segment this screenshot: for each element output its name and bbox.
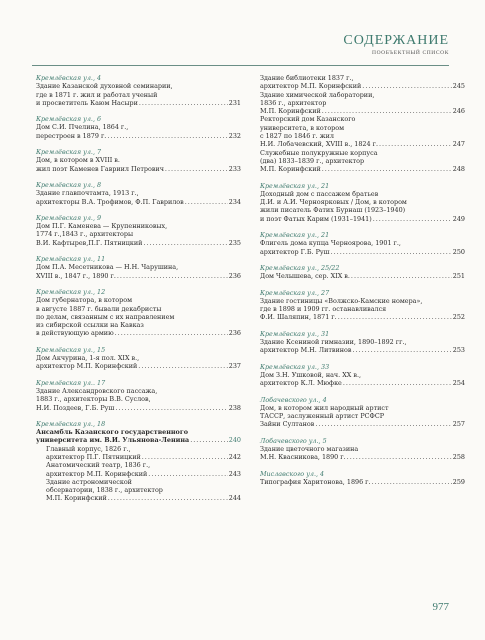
page-reference[interactable]: 252	[452, 313, 465, 322]
toc-line-with-page[interactable]	[260, 82, 465, 90]
street-address: Кремлёвская ул., 7	[36, 148, 102, 157]
toc-line-with-page[interactable]	[36, 132, 241, 140]
header-rule	[32, 65, 449, 66]
page-reference[interactable]: 249	[452, 214, 465, 223]
dot-leader	[139, 99, 228, 107]
entry-text: XVIII в., 1847 г., 1890 г.	[36, 271, 116, 280]
street-address: Кремлёвская ул., 31	[260, 329, 330, 338]
entry-text: в действующую армию	[36, 329, 114, 338]
page-reference[interactable]: 259	[452, 477, 465, 486]
dot-leader	[362, 82, 452, 90]
toc-sub-entries	[36, 445, 241, 503]
toc-line-with-page[interactable]	[36, 272, 241, 280]
dot-leader	[142, 453, 228, 461]
dot-leader	[379, 140, 452, 148]
toc-line: из сибирской ссылки на Кавказ	[36, 321, 144, 330]
toc-entry	[260, 470, 465, 487]
page-reference[interactable]: 250	[452, 247, 465, 256]
entry-text: архитектор М.П. Коринфский	[46, 469, 148, 478]
street-address: Кремлёвская ул., 6	[36, 115, 102, 124]
toc-line-with-page[interactable]	[260, 215, 465, 223]
toc-line-with-page[interactable]	[260, 313, 465, 321]
dot-leader	[190, 436, 228, 444]
toc-line: Д.И. и А.И. Черноярковых / Дом, в котором	[260, 198, 407, 207]
dot-leader	[315, 420, 451, 428]
toc-line: Здание Александровского пассажа,	[36, 386, 158, 395]
entry-text: жил поэт Каменев Гавриил Петрович	[36, 164, 164, 173]
dot-leader	[322, 107, 452, 115]
entry-text: и просветитель Каюм Насыри	[36, 98, 138, 107]
dot-leader	[143, 239, 227, 247]
page-reference[interactable]: 237	[228, 362, 241, 371]
toc-line: Ректорский дом Казанского	[260, 115, 356, 124]
page-reference[interactable]: 244	[228, 494, 241, 503]
entry-text: архитекторы В.А. Трофимов, Ф.П. Гаврилов	[36, 197, 184, 206]
toc-entry	[260, 289, 465, 322]
toc-line: Здание Ксениной гимназии, 1890–1892 гг.,	[260, 338, 407, 347]
street-address: Кремлёвская ул., 12	[36, 287, 106, 296]
toc-entry	[36, 420, 241, 503]
entry-text: Н.И. Лобачевский, XVIII в., 1824 г.	[260, 140, 378, 149]
toc-line-with-page[interactable]	[260, 272, 465, 280]
street-address: Кремлёвская ул., 18	[36, 419, 106, 428]
toc-line-with-page[interactable]	[36, 329, 241, 337]
toc-line: 1883 г., архитекторы В.В. Суслов,	[36, 395, 151, 404]
page-subtitle: ПООБЪЕКТНЫЙ СПИСОК	[372, 50, 449, 56]
street-address: Лобачевского ул., 5	[260, 436, 327, 445]
entry-text: Ф.И. Шаляпин, 1871 г.	[260, 313, 337, 322]
toc-line: Дом Акчурина, 1-я пол. XIX в.,	[36, 354, 140, 363]
toc-line: где в 1898 и 1909 гг. останавливался	[260, 305, 387, 314]
toc-line-with-page[interactable]	[36, 165, 241, 173]
dot-leader	[185, 198, 228, 206]
entry-text: Типография Харитонова, 1896 г.	[260, 477, 371, 486]
dot-leader	[115, 404, 227, 412]
toc-line: Доходный дом с пассажем братьев	[260, 189, 379, 198]
toc-line: Дом, в котором в XVIII в.	[36, 156, 120, 165]
toc-entry	[36, 74, 241, 107]
page-reference[interactable]: 240	[228, 436, 241, 445]
entry-text: архитектор М.П. Коринфский	[36, 362, 138, 371]
entry-text: М.П. Коринфский	[260, 107, 321, 116]
toc-line-with-page[interactable]	[260, 165, 465, 173]
street-address: Кремлёвская ул., 4	[36, 74, 102, 82]
toc-line-with-page[interactable]	[46, 494, 241, 502]
toc-entry	[260, 231, 465, 256]
page-reference[interactable]: 236	[228, 329, 241, 338]
toc-line-with-page[interactable]	[260, 379, 465, 387]
toc-line: жили писатель Фатих Бурнаш (1923–1940)	[260, 206, 406, 215]
toc-line-with-page[interactable]	[36, 239, 241, 247]
toc-line-with-page[interactable]	[260, 248, 465, 256]
entry-text: архитектор К.Л. Мюфке	[260, 379, 342, 388]
toc-line-with-page[interactable]	[46, 453, 241, 461]
page-reference[interactable]: 248	[452, 165, 465, 174]
dot-leader	[331, 248, 452, 256]
entry-text: архитектор Г.Б. Руш	[260, 247, 330, 256]
toc-entry	[36, 181, 241, 206]
toc-line-with-page[interactable]	[260, 107, 465, 115]
page-reference[interactable]: 233	[228, 164, 241, 173]
street-address: Кремлёвская ул., 11	[36, 255, 106, 264]
toc-line: (два) 1833–1839 г., архитектор	[260, 156, 365, 165]
toc-line: Здание библиотеки 1837 г.,	[260, 74, 354, 82]
street-address: Кремлёвская ул., 15	[36, 345, 106, 354]
toc-line: где в 1871 г. жил и работал ученый	[36, 90, 158, 99]
toc-line: Здание главпочтамта, 1913 г.,	[36, 189, 139, 198]
entry-text: перестроен в 1879 г.	[36, 131, 107, 140]
toc-line: ТАССР, заслуженный артист РСФСР	[260, 412, 385, 421]
toc-line: Главный корпус, 1826 г.,	[46, 444, 131, 453]
toc-line: Служебные полукружные корпуса	[260, 148, 378, 157]
street-address: Кремлёвская ул., 21	[260, 231, 330, 240]
toc-entry	[260, 437, 465, 462]
toc-line-with-page[interactable]	[36, 436, 241, 444]
toc-line: Здание химической лаборатории,	[260, 90, 375, 99]
dot-leader	[347, 453, 452, 461]
entry-text: В.И. Кафтырев,П.Г. Пятницкий	[36, 238, 143, 247]
dot-leader	[372, 478, 452, 486]
page-reference[interactable]: 246	[452, 107, 465, 116]
page-reference[interactable]: 242	[228, 452, 241, 461]
toc-entry	[260, 396, 465, 429]
page-reference[interactable]: 258	[452, 453, 465, 462]
page-reference[interactable]: 235	[228, 238, 241, 247]
toc-line-with-page[interactable]	[36, 99, 241, 107]
dot-leader	[148, 470, 228, 478]
page-reference[interactable]: 251	[452, 272, 465, 281]
entry-text: архитектор М.П. Коринфский	[260, 82, 362, 91]
dot-leader	[165, 165, 228, 173]
street-address: Кремлёвская ул., 33	[260, 362, 330, 371]
toc-line: Флигель дома купца Черноярова, 1901 г.,	[260, 239, 401, 248]
page-title: СОДЕРЖАНИЕ	[343, 33, 449, 48]
page-header	[343, 33, 449, 56]
toc-entry	[36, 288, 241, 338]
page-reference[interactable]: 234	[228, 197, 241, 206]
toc-entry	[36, 379, 241, 412]
toc-line: Здание цветочного магазина	[260, 444, 359, 453]
page-reference[interactable]: 245	[452, 82, 465, 91]
toc-entry	[260, 74, 465, 174]
page-reference[interactable]: 243	[228, 469, 241, 478]
entry-text: М.Н. Квасникова, 1890 г.	[260, 453, 346, 462]
dot-leader	[373, 215, 452, 223]
page-reference[interactable]: 238	[228, 403, 241, 412]
entry-text: Зайни Султанов	[260, 420, 315, 429]
dot-leader	[338, 313, 452, 321]
page-number: 977	[432, 601, 449, 613]
toc-line: Здание Казанской духовной семинарии,	[36, 82, 173, 91]
dot-leader	[343, 379, 452, 387]
toc-line-with-page[interactable]	[36, 198, 241, 206]
page-reference[interactable]: 231	[228, 98, 241, 107]
entry-text: Н.И. Поздеев, Г.Б. Руш	[36, 403, 115, 412]
toc-line-with-page[interactable]	[46, 470, 241, 478]
entry-text: университета им. В.И. Ульянова-Ленина	[36, 436, 190, 445]
toc-line: Дом П.Г. Каменева — Крупенниковых,	[36, 222, 168, 231]
toc-line-with-page[interactable]	[36, 404, 241, 412]
toc-right-column	[260, 74, 465, 494]
toc-entry	[36, 148, 241, 173]
toc-line: 1774 г.,1843 г., архитекторы	[36, 230, 134, 239]
toc-line-with-page[interactable]	[260, 453, 465, 461]
dot-leader	[322, 165, 452, 173]
toc-line: Дом П.А. Месетникова — Н.Н. Чарушина,	[36, 263, 179, 272]
page-reference[interactable]: 232	[228, 131, 241, 140]
entry-text: архитектор П.Г. Пятницкий	[46, 452, 141, 461]
street-address: Миславского ул., 4	[260, 469, 325, 478]
dot-leader	[352, 346, 451, 354]
dot-leader	[138, 362, 228, 370]
toc-entry	[260, 363, 465, 388]
page-reference[interactable]: 236	[228, 271, 241, 280]
dot-leader	[107, 132, 227, 140]
toc-line: Дом С.И. Пчелина, 1864 г.,	[36, 123, 129, 132]
toc-line-with-page[interactable]	[260, 420, 465, 428]
toc-line: Здание астрономической	[46, 477, 132, 486]
dot-leader	[117, 272, 228, 280]
toc-line-with-page[interactable]	[36, 362, 241, 370]
street-address: Кремлёвская ул., 25/22	[260, 263, 340, 272]
dot-leader	[115, 329, 228, 337]
toc-line: Здание гостиницы «Волжско-Камские номера»,	[260, 296, 423, 305]
toc-line: университета, в котором	[260, 123, 345, 132]
toc-line: 1836 г., архитектор	[260, 98, 327, 107]
entry-text: архитектор М.Н. Литвинов	[260, 346, 352, 355]
page-reference[interactable]: 253	[452, 346, 465, 355]
dot-leader	[351, 272, 452, 280]
toc-line-with-page[interactable]	[260, 346, 465, 354]
street-address: Кремлёвская ул., 8	[36, 180, 102, 189]
page-reference[interactable]: 254	[452, 379, 465, 388]
toc-entry	[36, 346, 241, 371]
street-address: Лобачевского ул., 4	[260, 395, 327, 404]
toc-entry	[36, 214, 241, 247]
page-reference[interactable]: 257	[452, 420, 465, 429]
toc-line-with-page[interactable]	[260, 478, 465, 486]
toc-entry	[36, 255, 241, 280]
toc-line: обсерватории, 1838 г., архитектор	[46, 486, 163, 495]
toc-line: Ансамбль Казанского государственного	[36, 428, 189, 437]
entry-text: М.П. Коринфский	[260, 165, 321, 174]
toc-line: Дом З.Н. Ушковой, нач. XX в.,	[260, 370, 362, 379]
toc-line: с 1827 по 1846 г. жил	[260, 132, 334, 141]
entry-text: М.П. Коринфский	[46, 494, 107, 503]
toc-line: Дом, в котором жил народный артист	[260, 403, 389, 412]
toc-left-column	[36, 74, 241, 511]
toc-line: Анатомический театр, 1836 г.,	[46, 461, 151, 470]
page-reference[interactable]: 247	[452, 140, 465, 149]
toc-entry	[260, 264, 465, 281]
street-address: Кремлёвская ул., 21	[260, 181, 330, 190]
street-address: Кремлёвская ул., 9	[36, 213, 102, 222]
toc-line: Дом губернатора, в котором	[36, 296, 133, 305]
toc-line: в августе 1887 г. бывали декабристы	[36, 304, 162, 313]
street-address: Кремлёвская ул., 27	[260, 288, 330, 297]
dot-leader	[108, 494, 228, 502]
toc-entry	[260, 182, 465, 223]
toc-entry	[36, 115, 241, 140]
street-address: Кремлёвская ул.. 17	[36, 378, 106, 387]
entry-text: Дом Челышева, сер. XIX в.	[260, 272, 350, 281]
entry-text: и поэт Фатых Карим (1931–1941)	[260, 214, 372, 223]
toc-entry	[260, 330, 465, 355]
toc-line: по делам, связанным с их направлением	[36, 312, 175, 321]
toc-line-with-page[interactable]	[260, 140, 465, 148]
